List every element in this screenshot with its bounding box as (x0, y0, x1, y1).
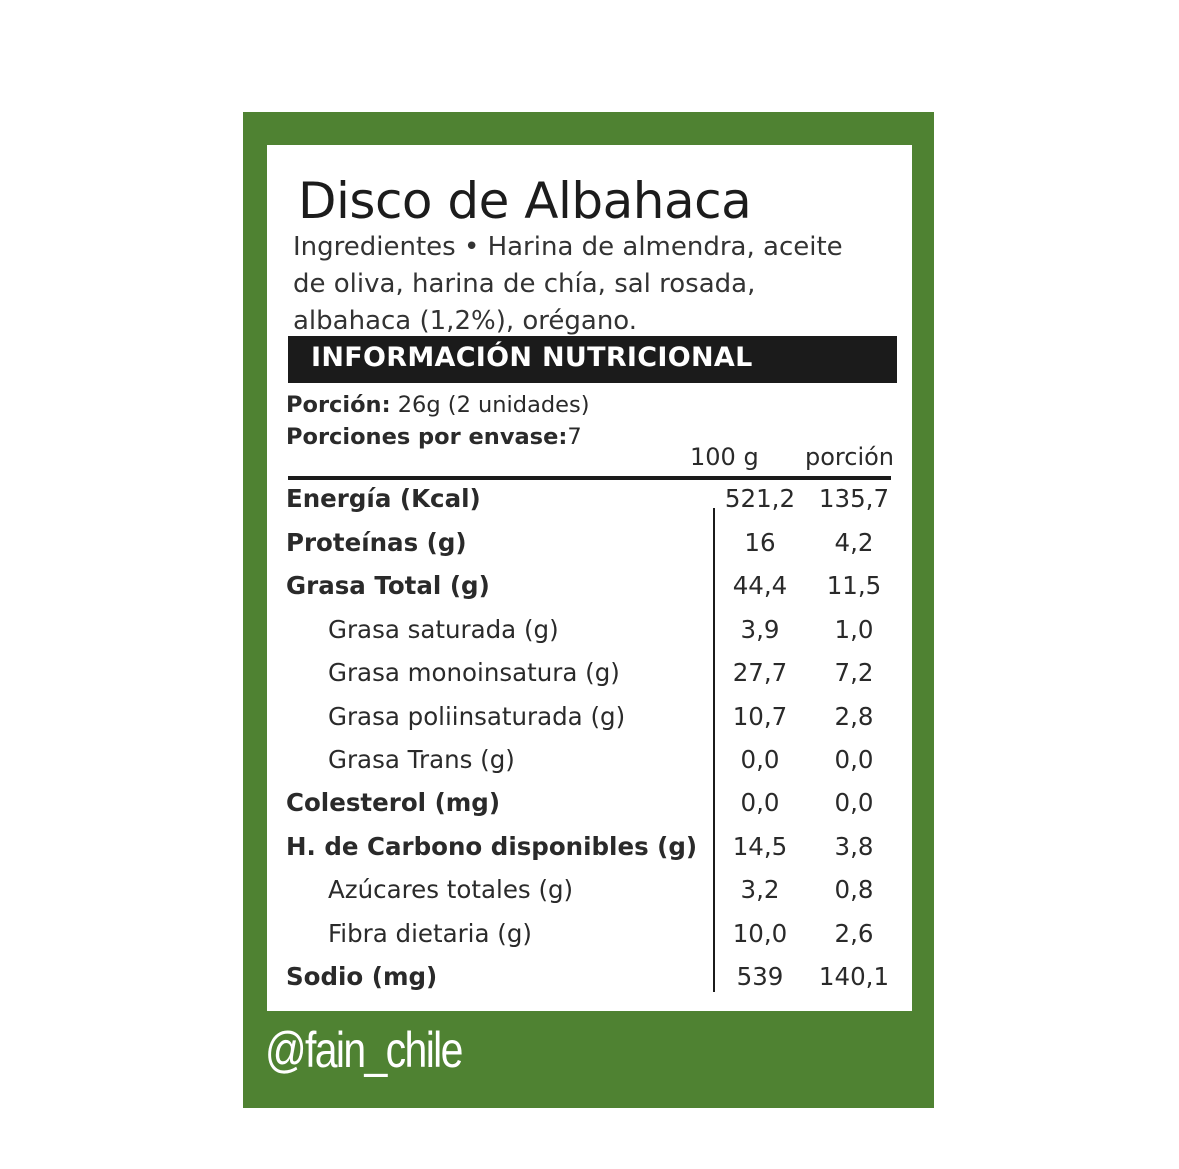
nutrient-value-portion: 4,2 (834, 528, 874, 557)
column-header-100g: 100 g (690, 443, 759, 471)
ingredients-line: de oliva, harina de chía, sal rosada, (293, 269, 756, 299)
nutrition-row-energy (286, 479, 906, 519)
nutrient-value-portion: 1,0 (834, 615, 874, 644)
nutrition-header-title: INFORMACIÓN NUTRICIONAL (311, 342, 753, 373)
nutrient-value-portion: 0,0 (834, 745, 874, 774)
nutrient-value-100g: 539 (736, 962, 784, 991)
nutrient-value-portion: 11,5 (826, 571, 882, 600)
nutrition-row-monounsaturated-fat (286, 653, 906, 693)
product-title: Disco de Albahaca (298, 172, 752, 230)
serving-size-value: 26g (2 unidades) (390, 392, 590, 418)
servings-per-container-label: Porciones por envase: (286, 424, 568, 450)
nutrient-name: Grasa poliinsaturada (g) (328, 702, 626, 731)
nutrition-row-cholesterol (286, 783, 906, 823)
nutrient-value-100g: 0,0 (740, 745, 780, 774)
nutrient-name: Fibra dietaria (g) (328, 919, 532, 948)
nutrition-row-saturated-fat (286, 610, 906, 650)
nutrient-value-100g: 27,7 (732, 658, 788, 687)
nutrient-name: Sodio (mg) (286, 962, 438, 991)
nutrient-value-100g: 3,9 (740, 615, 780, 644)
nutrient-name: Colesterol (mg) (286, 788, 501, 817)
nutrient-value-portion: 3,8 (834, 832, 874, 861)
serving-size-label: Porción: (286, 392, 391, 418)
servings-per-container-value: 7 (567, 424, 582, 450)
nutrient-value-100g: 3,2 (740, 875, 780, 904)
nutrition-row-dietary-fiber (286, 914, 906, 954)
nutrient-value-portion: 7,2 (834, 658, 874, 687)
nutrient-value-100g: 16 (744, 528, 776, 557)
serving-size (286, 389, 590, 421)
nutrition-row-trans-fat (286, 740, 906, 780)
ingredients-line: albahaca (1,2%), orégano. (293, 306, 638, 336)
nutrient-value-100g: 14,5 (732, 832, 788, 861)
nutrition-row-sodium (286, 957, 906, 997)
nutrient-value-100g: 0,0 (740, 788, 780, 817)
nutrient-value-100g: 521,2 (724, 484, 796, 513)
ingredients-line: Ingredientes • Harina de almendra, aceite (293, 232, 843, 262)
nutrient-value-portion: 2,6 (834, 919, 874, 948)
nutrient-name: H. de Carbono disponibles (g) (286, 832, 698, 861)
nutrient-value-100g: 10,7 (732, 702, 788, 731)
social-handle: @fain_chile (265, 1022, 462, 1078)
nutrient-value-100g: 44,4 (732, 571, 788, 600)
servings-per-container (286, 421, 582, 453)
nutrient-value-portion: 2,8 (834, 702, 874, 731)
nutrient-name: Grasa Trans (g) (328, 745, 515, 774)
nutrient-value-portion: 135,7 (818, 484, 890, 513)
nutrition-row-carbohydrates (286, 827, 906, 867)
nutrient-name: Grasa Total (g) (286, 571, 490, 600)
nutrition-row-polyunsaturated-fat (286, 697, 906, 737)
nutrient-name: Proteínas (g) (286, 528, 467, 557)
nutrient-value-portion: 0,0 (834, 788, 874, 817)
nutrition-row-total-sugars (286, 870, 906, 910)
column-header-portion: porción (805, 443, 895, 471)
nutrient-name: Grasa monoinsatura (g) (328, 658, 620, 687)
nutrition-header-bar (288, 336, 897, 383)
nutrient-name: Energía (Kcal) (286, 484, 481, 513)
nutrient-name: Grasa saturada (g) (328, 615, 559, 644)
nutrient-value-portion: 0,8 (834, 875, 874, 904)
ingredients-text (293, 229, 893, 340)
nutrition-row-protein (286, 523, 906, 563)
nutrient-value-100g: 10,0 (732, 919, 788, 948)
nutrition-row-total-fat (286, 566, 906, 606)
nutrient-name: Azúcares totales (g) (328, 875, 574, 904)
nutrient-value-portion: 140,1 (818, 962, 890, 991)
